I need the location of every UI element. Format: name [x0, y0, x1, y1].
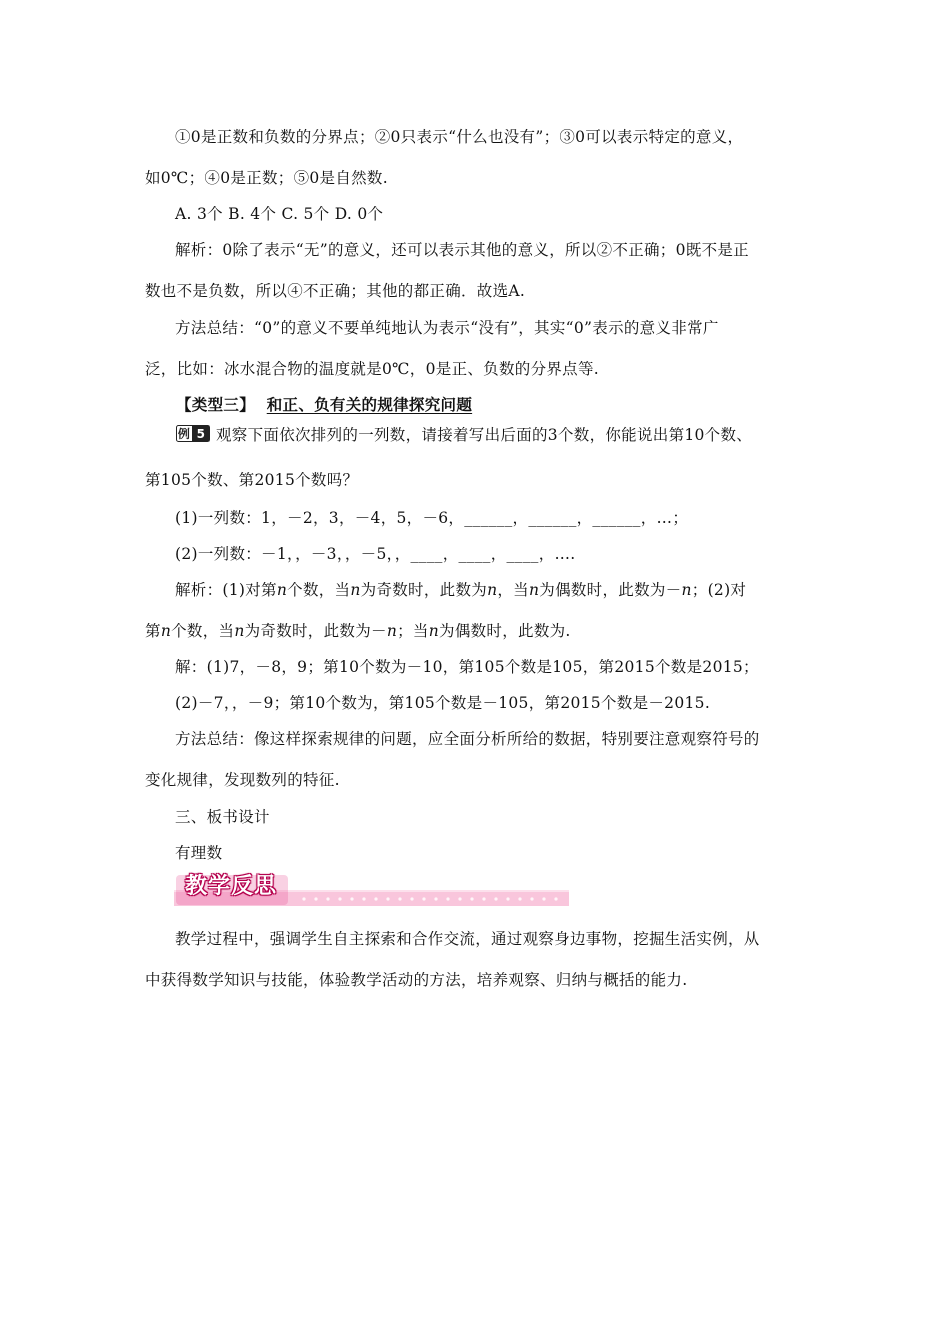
q4-method-line2: 泛，比如：冰水混合物的温度就是0℃，0是正、负数的分界点等.	[145, 360, 599, 378]
example-badge-number: 5	[196, 427, 206, 441]
q4-analysis-line2: 数也不是负数，所以④不正确；其他的都正确．故选A.	[145, 282, 526, 300]
q4-statements-line1: ①0是正数和负数的分界点；②0只表示“什么也没有”；③0可以表示特定的意义，	[175, 128, 744, 146]
text-fragment: 解析：(1)对第	[175, 581, 277, 599]
text-fragment: ，当	[497, 581, 529, 599]
example5-solution-line1: 解：(1)7，－8，9；第10个数为－10，第105个数是105，第2015个数是2015；	[175, 658, 759, 676]
variable-n: n	[681, 581, 692, 599]
example5-line2: 第105个数、第2015个数吗？	[145, 471, 359, 489]
reflection-line2: 中获得数学知识与技能，体验教学活动的方法，培养观察、归纳与概括的能力.	[145, 971, 688, 989]
text-fragment: 为偶数时，此数为.	[439, 622, 571, 640]
variable-n: n	[528, 581, 540, 599]
board-design-content: 有理数	[175, 844, 223, 862]
text-fragment: ；当	[397, 622, 429, 640]
type3-bracket: 【类型三】	[176, 395, 256, 414]
q4-method-line1: 方法总结：“0”的意义不要单纯地认为表示“没有”，其实“0”表示的意义非常广	[175, 319, 719, 337]
q4-analysis-line1: 解析：0除了表示“无”的意义，还可以表示其他的意义，所以②不正确；0既不是正	[175, 241, 749, 259]
type3-title: 和正、负有关的规律探究问题	[266, 395, 473, 414]
example5-question-text: 观察下面依次排列的一列数，请接着写出后面的3个数，你能说出第10个数、	[216, 426, 753, 444]
variable-n: n	[160, 622, 172, 640]
text-fragment: 个数，当	[171, 622, 235, 640]
example5-solution-line2: (2)－7，，－9；第10个数为，第105个数是－105，第2015个数是－2015.	[175, 694, 711, 712]
q4-statements-line2: 如0℃；④0是正数；⑤0是自然数.	[145, 169, 388, 187]
example5-line1	[176, 424, 752, 446]
example5-method-line1: 方法总结：像这样探索规律的问题，应全面分析所给的数据，特别要注意观察符号的	[175, 730, 760, 748]
reflection-title: 教学反思	[185, 874, 278, 899]
example5-method-line2: 变化规律，发现数列的特征.	[145, 771, 340, 789]
variable-n: n	[428, 622, 440, 640]
text-fragment: 为奇数时，此数为	[360, 581, 488, 599]
text-fragment: 个数，当	[287, 581, 351, 599]
variable-n: n	[276, 581, 288, 599]
text-fragment: 第	[145, 622, 161, 640]
example-5-badge-icon	[176, 425, 210, 442]
example5-sequence2: (2)一列数：－1，，－3，，－5，，____，____，____，….	[175, 545, 576, 563]
example-badge-char: 例	[177, 427, 191, 441]
variable-n: n	[350, 581, 361, 599]
text-fragment: 为偶数时，此数为－	[539, 581, 682, 599]
variable-n: n	[234, 622, 245, 640]
variable-n: n	[386, 622, 398, 640]
text-fragment: ；(2)对	[691, 581, 747, 599]
q4-choices: A. 3个 B. 4个 C. 5个 D. 0个	[175, 205, 384, 223]
example5-sequence1: (1)一列数：1，－2，3，－4，5，－6，______，______，______，…；	[175, 509, 689, 527]
board-design-heading: 三、板书设计	[175, 808, 270, 826]
example5-analysis-line2	[145, 620, 571, 642]
type3-heading	[176, 394, 472, 416]
example5-analysis-line1	[175, 579, 746, 601]
text-fragment: 为奇数时，此数为－	[244, 622, 387, 640]
variable-n: n	[487, 581, 498, 599]
reflection-line1: 教学过程中，强调学生自主探索和合作交流，通过观察身边事物，挖掘生活实例，从	[175, 930, 760, 948]
